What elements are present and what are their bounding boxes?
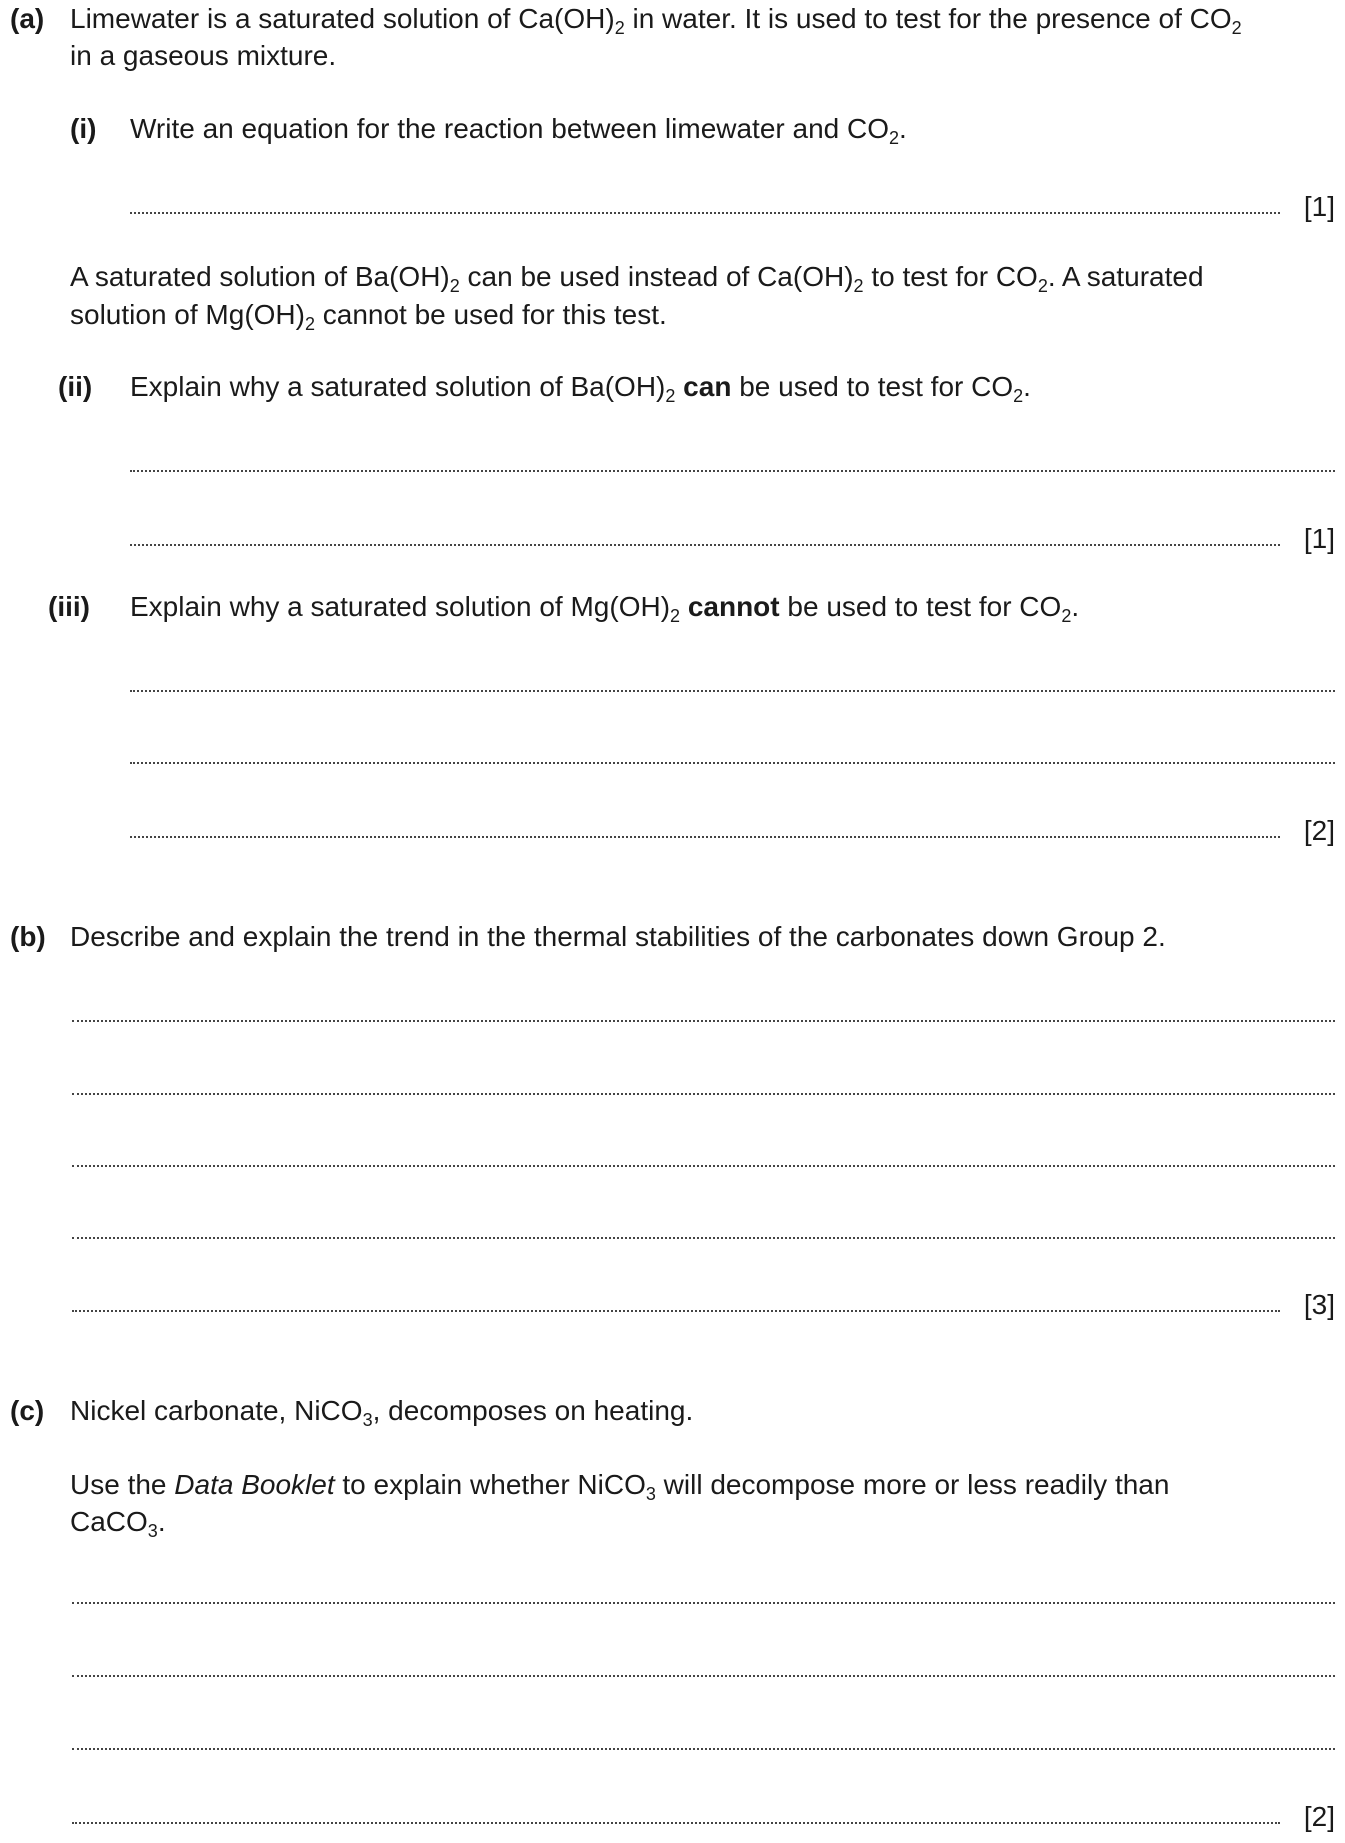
part-a-i-question: Write an equation for the reaction between limewater and $CO_2$.	[130, 113, 907, 148]
part-a-intro-line2: in a gaseous mixture.	[70, 40, 337, 71]
answer-line[interactable]	[130, 470, 1335, 472]
answer-line[interactable]	[130, 212, 1280, 214]
part-a-i-label: (i)	[70, 113, 97, 144]
part-a-label: (a)	[10, 3, 45, 34]
mark-allocation: [1]	[1303, 191, 1335, 222]
answer-line[interactable]	[72, 1748, 1335, 1750]
part-a-iii-question: Explain why a saturated solution of $Mg(OH)_2$ cannot be used to test for $CO_2$.	[130, 591, 1080, 626]
part-a-context: A saturated solution of $Ba(OH)_2$ can be used instead of $Ca(OH)_2$ to test for $CO_2$. A saturated	[70, 261, 1204, 296]
mark-allocation: [2]	[1303, 815, 1335, 846]
mark-allocation: [1]	[1303, 523, 1335, 554]
answer-line[interactable]	[130, 690, 1335, 692]
answer-line[interactable]	[72, 1093, 1335, 1095]
part-a-ii-question: Explain why a saturated solution of $Ba(OH)_2$ can be used to test for $CO_2$.	[130, 371, 1031, 406]
answer-line[interactable]	[130, 544, 1280, 546]
part-c-question: Nickel carbonate, NiCO$_3$, decomposes on heating.	[70, 1395, 694, 1430]
part-a-intro: Limewater is a saturated solution of $Ca(OH)_2$ in water. It is used to test for the presence of $CO_2$	[70, 3, 1242, 38]
mark-allocation: [2]	[1303, 1801, 1335, 1832]
answer-line[interactable]	[72, 1020, 1335, 1022]
part-c-label: (c)	[10, 1395, 45, 1426]
answer-line[interactable]	[72, 1602, 1335, 1604]
answer-line[interactable]	[72, 1237, 1335, 1239]
part-a-iii-label: (iii)	[48, 591, 90, 622]
answer-line[interactable]	[72, 1310, 1280, 1312]
answer-line[interactable]	[130, 836, 1280, 838]
mark-allocation: [3]	[1303, 1289, 1335, 1320]
answer-line[interactable]	[72, 1675, 1335, 1677]
answer-line[interactable]	[130, 762, 1335, 764]
answer-line[interactable]	[72, 1822, 1280, 1824]
part-c-instruction: Use the Data Booklet to explain whether NiCO$_3$ will decompose more or less readily than	[70, 1469, 1170, 1504]
part-b-question: Describe and explain the trend in the thermal stabilities of the carbonates down Group 2.	[70, 921, 1166, 952]
part-a-ii-label: (ii)	[58, 371, 93, 402]
part-c-instruction-line2: CaCO$_3$.	[70, 1506, 166, 1541]
answer-line[interactable]	[72, 1165, 1335, 1167]
part-a-context-line2: solution of $Mg(OH)_2$ cannot be used for this test.	[70, 299, 667, 334]
part-b-label: (b)	[10, 921, 46, 952]
